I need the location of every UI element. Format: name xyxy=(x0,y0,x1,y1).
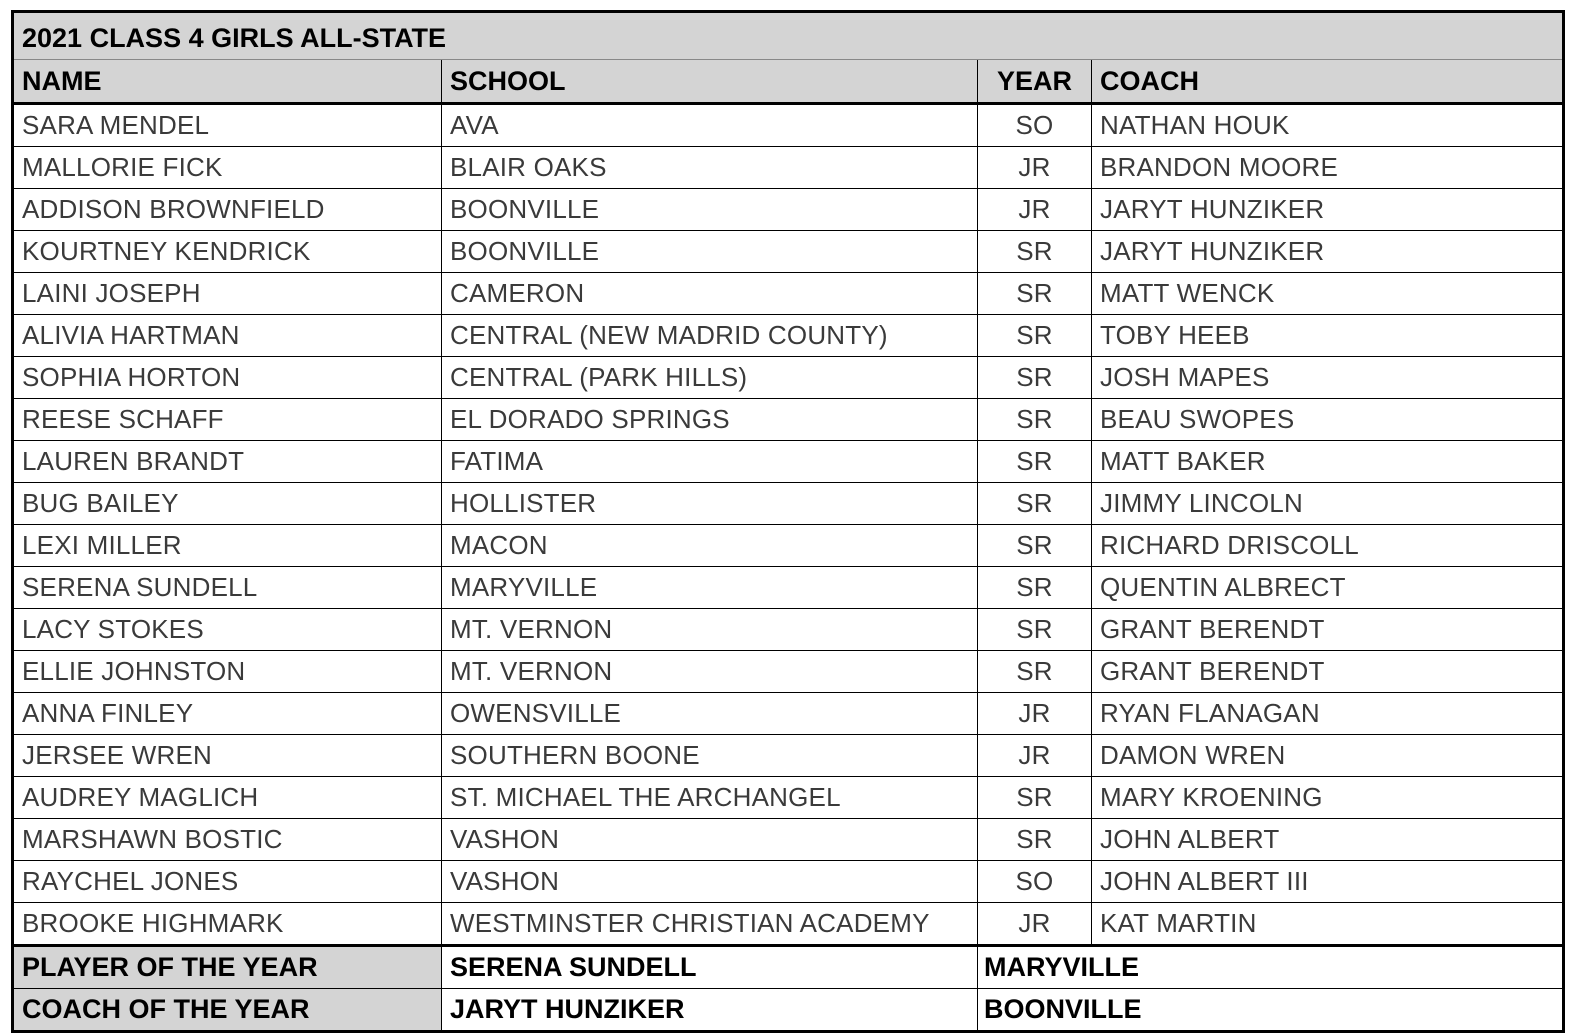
coach-cell: KAT MARTIN xyxy=(1092,903,1564,946)
school-cell: MT. VERNON xyxy=(442,609,978,651)
coach-cell: RICHARD DRISCOLL xyxy=(1092,525,1564,567)
table-row xyxy=(13,735,1564,777)
player-name-cell: LAUREN BRANDT xyxy=(13,441,442,483)
year-cell: SO xyxy=(978,861,1092,903)
table-row xyxy=(13,399,1564,441)
year-cell: JR xyxy=(978,147,1092,189)
player-name-cell: SOPHIA HORTON xyxy=(13,357,442,399)
header-name: NAME xyxy=(13,60,442,104)
school-cell: ST. MICHAEL THE ARCHANGEL xyxy=(442,777,978,819)
coach-cell: BEAU SWOPES xyxy=(1092,399,1564,441)
player-name-cell: JERSEE WREN xyxy=(13,735,442,777)
table-row xyxy=(13,315,1564,357)
year-cell: SR xyxy=(978,651,1092,693)
year-cell: SR xyxy=(978,315,1092,357)
coach-cell: RYAN FLANAGAN xyxy=(1092,693,1564,735)
coach-cell: JIMMY LINCOLN xyxy=(1092,483,1564,525)
header-row xyxy=(13,60,1564,104)
player-name-cell: KOURTNEY KENDRICK xyxy=(13,231,442,273)
player-name-cell: REESE SCHAFF xyxy=(13,399,442,441)
title-row xyxy=(13,12,1564,60)
table-row xyxy=(13,104,1564,147)
player-name-cell: BUG BAILEY xyxy=(13,483,442,525)
year-cell: SR xyxy=(978,483,1092,525)
award-recipient: JARYT HUNZIKER xyxy=(442,989,978,1032)
player-name-cell: SERENA SUNDELL xyxy=(13,567,442,609)
player-name-cell: MARSHAWN BOSTIC xyxy=(13,819,442,861)
award-row xyxy=(13,989,1564,1032)
table-row xyxy=(13,483,1564,525)
coach-cell: JARYT HUNZIKER xyxy=(1092,231,1564,273)
table-row xyxy=(13,819,1564,861)
header-year: YEAR xyxy=(978,60,1092,104)
coach-cell: JOHN ALBERT III xyxy=(1092,861,1564,903)
year-cell: JR xyxy=(978,903,1092,946)
player-name-cell: RAYCHEL JONES xyxy=(13,861,442,903)
coach-cell: BRANDON MOORE xyxy=(1092,147,1564,189)
school-cell: MT. VERNON xyxy=(442,651,978,693)
year-cell: SR xyxy=(978,441,1092,483)
school-cell: EL DORADO SPRINGS xyxy=(442,399,978,441)
coach-cell: JOHN ALBERT xyxy=(1092,819,1564,861)
year-cell: SR xyxy=(978,357,1092,399)
table-row xyxy=(13,861,1564,903)
table-row xyxy=(13,441,1564,483)
school-cell: BLAIR OAKS xyxy=(442,147,978,189)
school-cell: CAMERON xyxy=(442,273,978,315)
coach-cell: NATHAN HOUK xyxy=(1092,104,1564,147)
school-cell: BOONVILLE xyxy=(442,189,978,231)
player-name-cell: MALLORIE FICK xyxy=(13,147,442,189)
header-school: SCHOOL xyxy=(442,60,978,104)
header-coach: COACH xyxy=(1092,60,1564,104)
school-cell: MACON xyxy=(442,525,978,567)
school-cell: SOUTHERN BOONE xyxy=(442,735,978,777)
coach-cell: MATT BAKER xyxy=(1092,441,1564,483)
award-school: BOONVILLE xyxy=(978,989,1564,1032)
table-row xyxy=(13,651,1564,693)
year-cell: SR xyxy=(978,525,1092,567)
table-row xyxy=(13,567,1564,609)
table-row xyxy=(13,777,1564,819)
table-row xyxy=(13,231,1564,273)
all-state-table xyxy=(11,10,1565,1033)
coach-cell: JOSH MAPES xyxy=(1092,357,1564,399)
year-cell: SR xyxy=(978,567,1092,609)
school-cell: BOONVILLE xyxy=(442,231,978,273)
table-row xyxy=(13,357,1564,399)
school-cell: WESTMINSTER CHRISTIAN ACADEMY xyxy=(442,903,978,946)
coach-cell: JARYT HUNZIKER xyxy=(1092,189,1564,231)
player-name-cell: BROOKE HIGHMARK xyxy=(13,903,442,946)
award-recipient: SERENA SUNDELL xyxy=(442,946,978,989)
coach-cell: DAMON WREN xyxy=(1092,735,1564,777)
year-cell: SR xyxy=(978,399,1092,441)
player-name-cell: ALIVIA HARTMAN xyxy=(13,315,442,357)
year-cell: JR xyxy=(978,735,1092,777)
coach-cell: MATT WENCK xyxy=(1092,273,1564,315)
school-cell: FATIMA xyxy=(442,441,978,483)
table-title: 2021 CLASS 4 GIRLS ALL-STATE xyxy=(13,12,1564,60)
coach-cell: GRANT BERENDT xyxy=(1092,651,1564,693)
year-cell: SO xyxy=(978,104,1092,147)
table-row xyxy=(13,273,1564,315)
school-cell: VASHON xyxy=(442,861,978,903)
school-cell: OWENSVILLE xyxy=(442,693,978,735)
school-cell: CENTRAL (PARK HILLS) xyxy=(442,357,978,399)
award-label: COACH OF THE YEAR xyxy=(13,989,442,1032)
year-cell: JR xyxy=(978,693,1092,735)
award-label: PLAYER OF THE YEAR xyxy=(13,946,442,989)
player-name-cell: AUDREY MAGLICH xyxy=(13,777,442,819)
player-name-cell: ANNA FINLEY xyxy=(13,693,442,735)
table-row xyxy=(13,609,1564,651)
year-cell: SR xyxy=(978,777,1092,819)
award-row xyxy=(13,946,1564,989)
award-school: MARYVILLE xyxy=(978,946,1564,989)
table-row xyxy=(13,189,1564,231)
year-cell: SR xyxy=(978,231,1092,273)
year-cell: JR xyxy=(978,189,1092,231)
year-cell: SR xyxy=(978,609,1092,651)
table-row xyxy=(13,693,1564,735)
player-name-cell: SARA MENDEL xyxy=(13,104,442,147)
table-row xyxy=(13,903,1564,946)
coach-cell: MARY KROENING xyxy=(1092,777,1564,819)
school-cell: MARYVILLE xyxy=(442,567,978,609)
school-cell: HOLLISTER xyxy=(442,483,978,525)
table-row xyxy=(13,147,1564,189)
player-name-cell: LAINI JOSEPH xyxy=(13,273,442,315)
year-cell: SR xyxy=(978,819,1092,861)
school-cell: AVA xyxy=(442,104,978,147)
coach-cell: TOBY HEEB xyxy=(1092,315,1564,357)
coach-cell: GRANT BERENDT xyxy=(1092,609,1564,651)
player-name-cell: ELLIE JOHNSTON xyxy=(13,651,442,693)
player-name-cell: LACY STOKES xyxy=(13,609,442,651)
table-row xyxy=(13,525,1564,567)
player-name-cell: LEXI MILLER xyxy=(13,525,442,567)
school-cell: CENTRAL (NEW MADRID COUNTY) xyxy=(442,315,978,357)
player-name-cell: ADDISON BROWNFIELD xyxy=(13,189,442,231)
school-cell: VASHON xyxy=(442,819,978,861)
year-cell: SR xyxy=(978,273,1092,315)
coach-cell: QUENTIN ALBRECT xyxy=(1092,567,1564,609)
